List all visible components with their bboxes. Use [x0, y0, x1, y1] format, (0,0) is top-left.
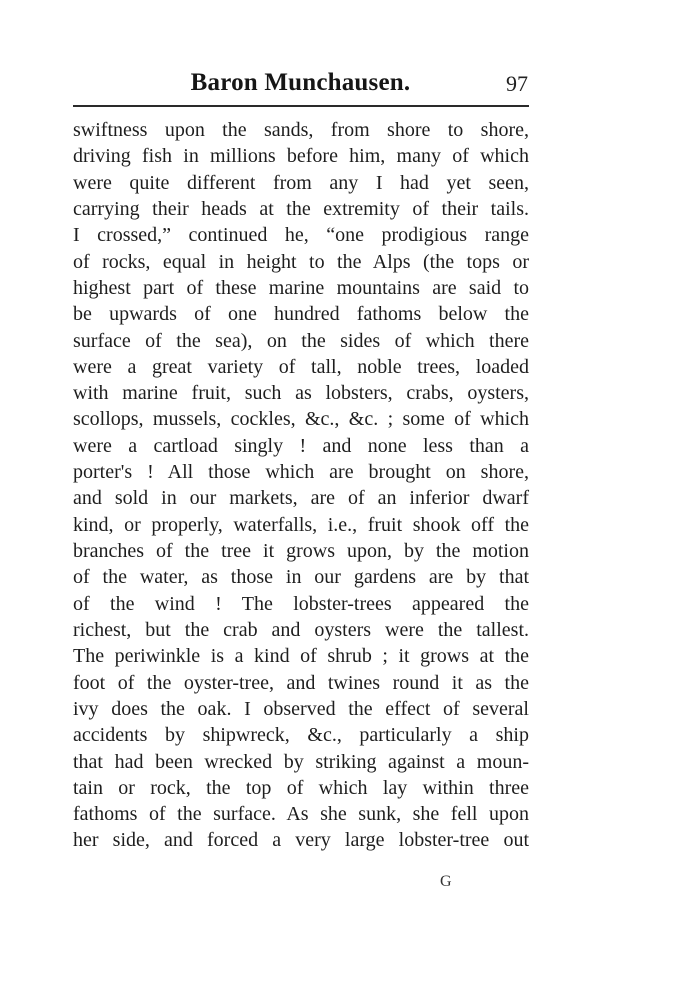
text-line: driving fish in millions before him, many of which [73, 145, 529, 168]
text-line: of rocks, equal in height to the Alps (the tops or [73, 250, 529, 273]
page-number: 97 [506, 71, 528, 96]
text-line: kind, or properly, waterfalls, i.e., fruit shook off the [73, 513, 529, 536]
text-line: of the wind ! The lobster-trees appeared the [73, 592, 529, 615]
text-line: carrying their heads at the extremity of their tails. [73, 197, 529, 220]
text-line: branches of the tree it grows upon, by the motion [73, 540, 529, 562]
text-line: The periwinkle is a kind of shrub ; it grows at the [73, 645, 529, 668]
text-line: were a cartload singly ! and none less than a [73, 434, 529, 457]
text-line: scollops, mussels, cockles, &c., &c. ; some of which [73, 408, 529, 431]
running-title: Baron Munchausen. [190, 69, 411, 96]
text-line: with marine fruit, such as lobsters, crabs, oysters, [73, 382, 529, 405]
text-line: accidents by shipwreck, &c., particularly a ship [73, 724, 529, 747]
text-line: porter's ! All those which are brought on shore, [73, 461, 529, 484]
text-line: I crossed,” continued he, “one prodigious range [73, 224, 529, 247]
text-line: swiftness upon the sands, from shore to shore, [73, 119, 529, 141]
text-line: surface of the sea), on the sides of which there [73, 329, 529, 352]
text-line: be upwards of one hundred fathoms below the [73, 303, 529, 326]
body-text [73, 117, 529, 854]
running-head [73, 66, 528, 100]
signature-mark: G [440, 873, 452, 890]
text-line: were quite different from any I had yet seen, [73, 171, 529, 194]
text-line: richest, but the crab and oysters were the tallest. [73, 618, 529, 641]
text-line: highest part of these marine mountains are said to [73, 276, 529, 299]
header-rule [73, 105, 529, 107]
text-line: ivy does the oak. I observed the effect of several [73, 697, 529, 720]
text-line: foot of the oyster-tree, and twines round it as the [73, 671, 529, 694]
text-line: fathoms of the surface. As she sunk, she fell upon [73, 803, 529, 826]
text-line: that had been wrecked by striking against a moun- [73, 750, 529, 773]
text-line: and sold in our markets, are of an inferior dwarf [73, 487, 529, 510]
text-line: of the water, as those in our gardens are by that [73, 566, 529, 589]
text-line: her side, and forced a very large lobster-tree out [73, 829, 529, 852]
text-line: tain or rock, the top of which lay within three [73, 776, 529, 799]
text-line: were a great variety of tall, noble trees, loaded [73, 355, 529, 378]
